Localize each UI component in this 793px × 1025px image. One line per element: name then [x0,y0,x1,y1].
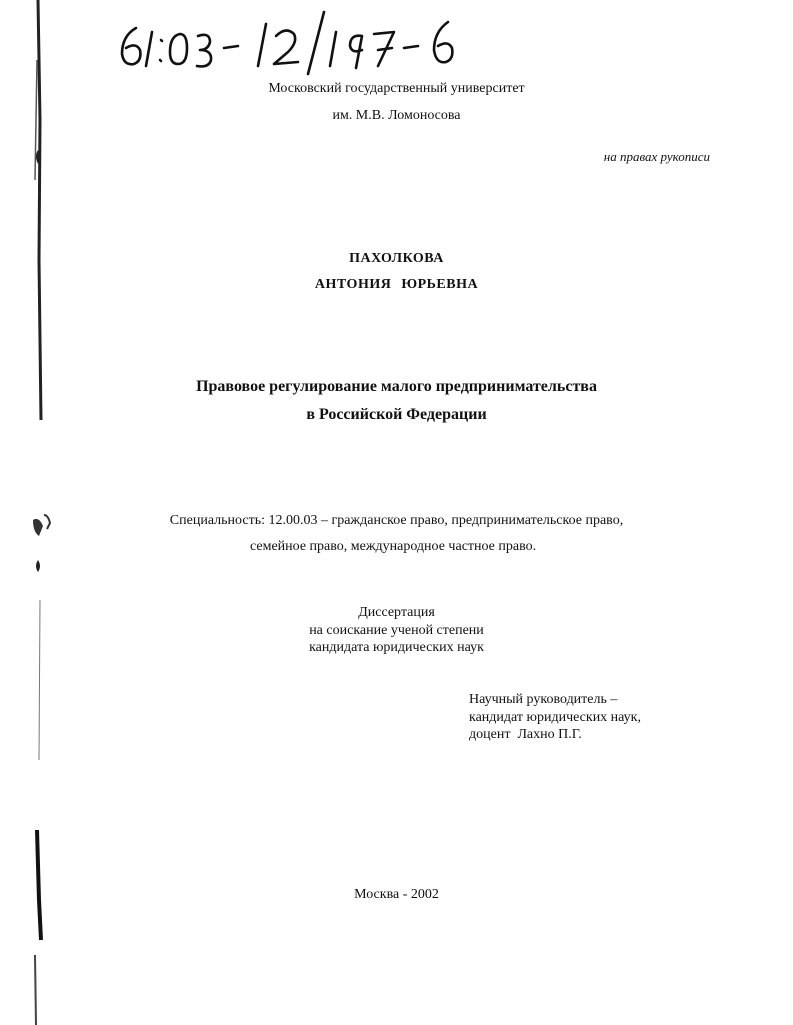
degree-purpose: на соискание ученой степени [309,623,484,638]
supervisor-label: Научный руководитель – [469,692,618,707]
specialty-line-2: семейное право, международное частное право. [250,539,537,554]
dissertation-label: Диссертация [358,605,435,620]
author-surname: ПАХОЛКОВА [349,251,444,266]
author-patronymic: ЮРЬЕВНА [401,277,479,292]
supervisor-name: доцент Лахно П.Г. [469,727,582,742]
specialty-line-1: Специальность: 12.00.03 – гражданское право, предпринимательское право, [169,513,624,528]
dissertation-title-line-2: в Российской Федерации [306,406,487,423]
author-first-name: АНТОНИЯ [314,277,392,292]
degree-name: кандидата юридических наук [309,640,484,655]
university-name: Московский государственный университет [268,81,525,96]
university-honorific: им. М.В. Ломоносова [332,108,461,123]
dissertation-title-line-1: Правовое регулирование малого предпринимательства [196,378,597,395]
author-given-names [0,276,793,294]
handwritten-archive-code [110,8,510,78]
city-year: Москва - 2002 [354,887,439,902]
supervisor-degree: кандидат юридических наук, [469,710,641,725]
manuscript-note: на правах рукописи [603,149,710,164]
